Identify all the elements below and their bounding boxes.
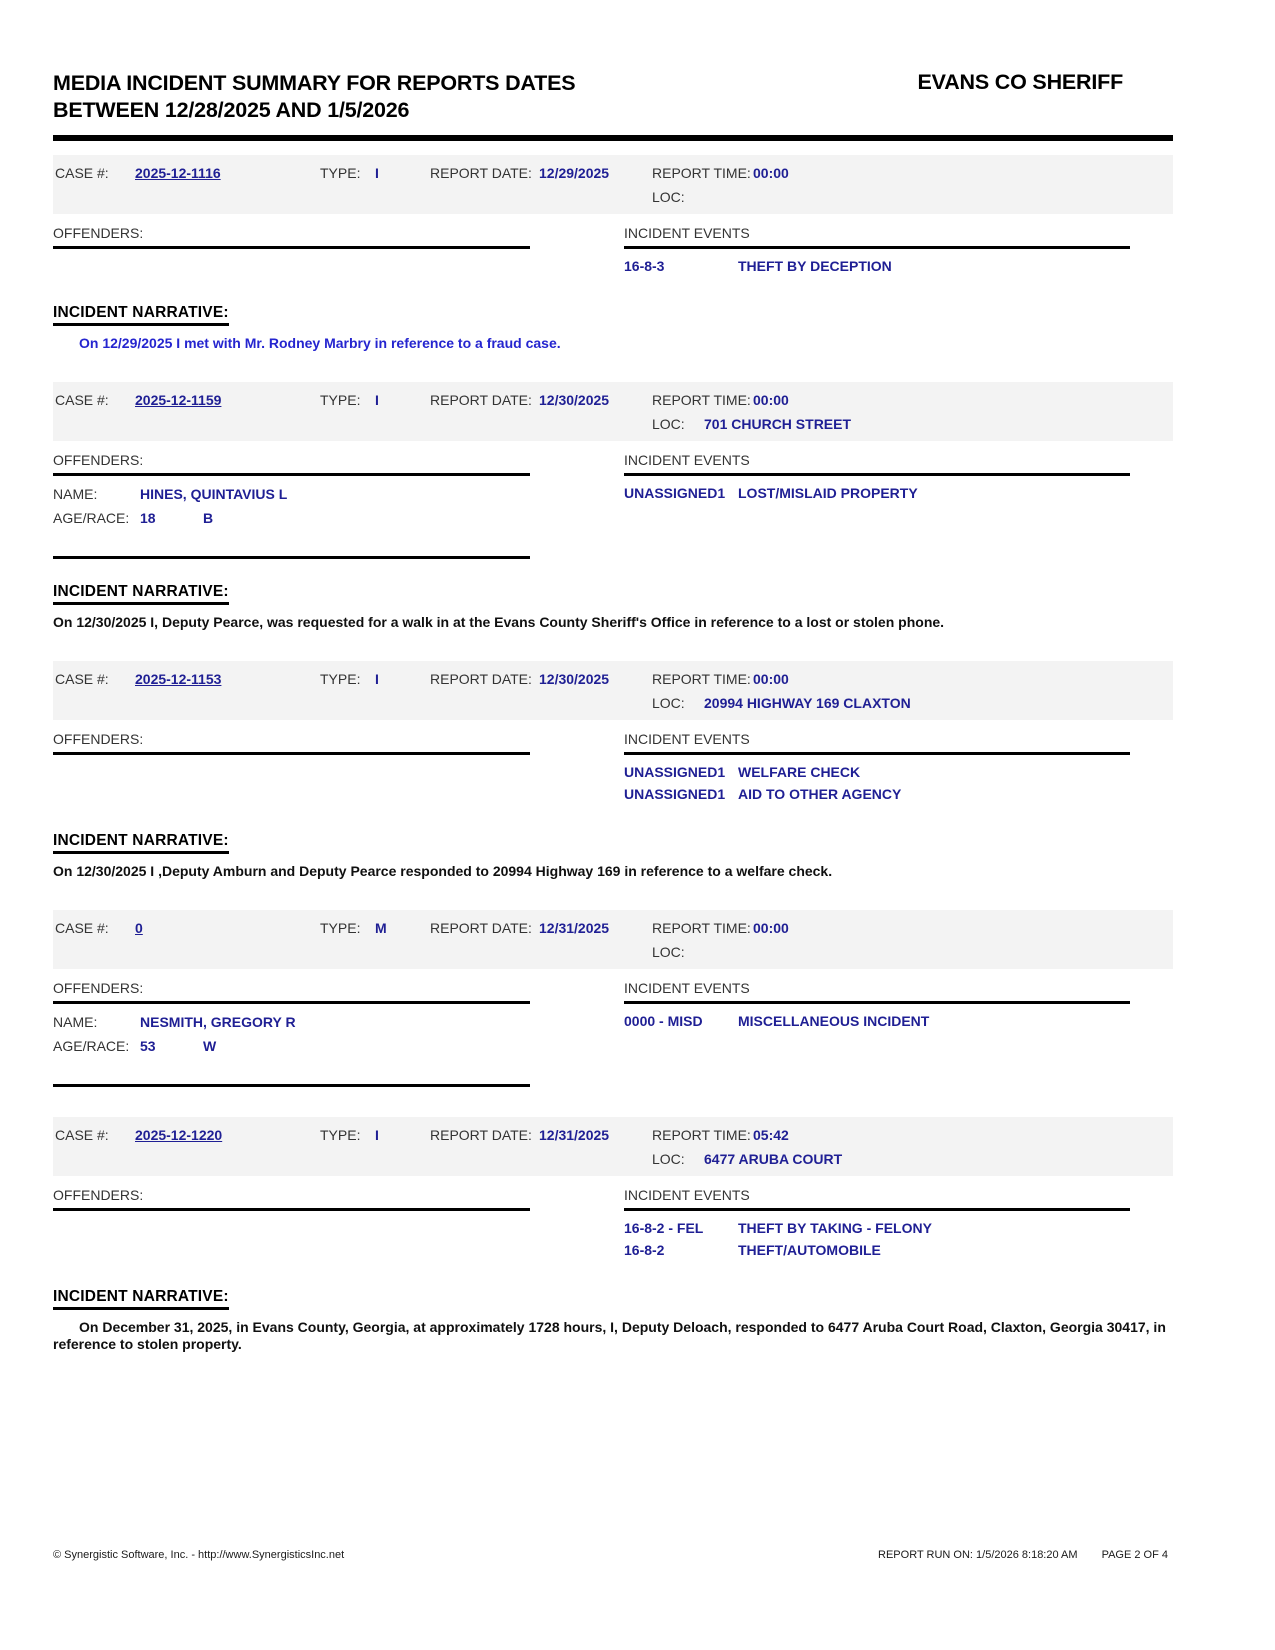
type-label: TYPE: bbox=[320, 920, 361, 936]
offenders-rule bbox=[53, 752, 530, 755]
event-description: MISCELLANEOUS INCIDENT bbox=[738, 1013, 930, 1029]
event-description: THEFT/AUTOMOBILE bbox=[738, 1242, 881, 1258]
event-code: UNASSIGNED1 bbox=[624, 786, 726, 802]
offender-name-row bbox=[53, 1014, 530, 1030]
event-code: 0000 - MISD bbox=[624, 1013, 703, 1029]
case-number-link[interactable]: 2025-12-1116 bbox=[135, 165, 221, 181]
incident-narrative bbox=[53, 583, 1173, 631]
footer-copyright: © Synergistic Software, Inc. - http://www.SynergisticsInc.net bbox=[53, 1549, 345, 1561]
report-date-label: REPORT DATE: bbox=[430, 671, 532, 687]
case-header-band bbox=[53, 155, 1173, 214]
incident-events-label: INCIDENT EVENTS bbox=[624, 1187, 750, 1203]
loc-value: 6477 ARUBA COURT bbox=[704, 1151, 843, 1167]
footer-page-number: PAGE 2 OF 4 bbox=[1101, 1549, 1168, 1561]
event-description: LOST/MISLAID PROPERTY bbox=[738, 485, 918, 501]
case-columns bbox=[53, 223, 1173, 280]
incident-events-rule bbox=[624, 752, 1130, 755]
report-time-value: 05:42 bbox=[753, 1127, 789, 1143]
report-time-value: 00:00 bbox=[753, 920, 789, 936]
narrative-text: On 12/29/2025 I met with Mr. Rodney Marbry in reference to a fraud case. bbox=[79, 335, 561, 351]
case-header-band bbox=[53, 661, 1173, 720]
incident-events-rule bbox=[624, 246, 1130, 249]
narrative-text: On December 31, 2025, in Evans County, Georgia, at approximately 1728 hours, I, Deputy Deloach, responded to 6477 Aruba Court Road, Claxton, Georgia 30417, in reference to stolen property. bbox=[53, 1319, 1166, 1352]
report-date-label: REPORT DATE: bbox=[430, 920, 532, 936]
type-value: I bbox=[375, 671, 379, 687]
case-header-row bbox=[53, 1124, 1173, 1148]
offender-details bbox=[53, 1014, 530, 1087]
case-header-band bbox=[53, 910, 1173, 969]
case-columns bbox=[53, 450, 1173, 559]
incident-events-section bbox=[624, 450, 1130, 507]
incident-events-section bbox=[624, 978, 1130, 1035]
offenders-section bbox=[53, 223, 530, 249]
offender-name-value: HINES, QUINTAVIUS L bbox=[140, 486, 288, 502]
age-race-row bbox=[53, 1038, 530, 1054]
report-date-value: 12/31/2025 bbox=[539, 920, 610, 936]
report-date-value: 12/30/2025 bbox=[539, 392, 610, 408]
offender-details bbox=[53, 486, 530, 559]
case-block bbox=[53, 382, 1173, 631]
case-columns bbox=[53, 729, 1173, 808]
case-number-link[interactable]: 2025-12-1220 bbox=[135, 1127, 223, 1143]
type-label: TYPE: bbox=[320, 1127, 361, 1143]
incident-event-row bbox=[624, 258, 1130, 274]
report-title bbox=[53, 70, 575, 124]
loc-label: LOC: bbox=[652, 695, 685, 711]
loc-row bbox=[53, 692, 1173, 714]
incident-event-row bbox=[624, 1220, 1130, 1236]
incident-events-label: INCIDENT EVENTS bbox=[624, 225, 750, 241]
incident-event-row bbox=[624, 1242, 1130, 1258]
offenders-label: OFFENDERS: bbox=[53, 225, 144, 241]
incident-event-row bbox=[624, 485, 1130, 501]
case-number-label: CASE #: bbox=[55, 1127, 109, 1143]
offenders-close-rule bbox=[53, 1084, 530, 1087]
incident-narrative bbox=[53, 832, 1173, 880]
offenders-rule bbox=[53, 1208, 530, 1211]
offenders-rule bbox=[53, 246, 530, 249]
loc-value: 20994 HIGHWAY 169 CLAXTON bbox=[704, 695, 911, 711]
report-time-value: 00:00 bbox=[753, 165, 789, 181]
report-time-label: REPORT TIME: bbox=[652, 671, 751, 687]
report-date-label: REPORT DATE: bbox=[430, 1127, 532, 1143]
incident-narrative-heading: INCIDENT NARRATIVE: bbox=[53, 1288, 229, 1310]
report-title-line2: BETWEEN 12/28/2025 AND 1/5/2026 bbox=[53, 98, 410, 122]
case-header-band bbox=[53, 382, 1173, 441]
incident-event-row bbox=[624, 764, 1130, 780]
offender-name-label: NAME: bbox=[53, 1014, 98, 1030]
loc-label: LOC: bbox=[652, 1151, 685, 1167]
offenders-label: OFFENDERS: bbox=[53, 452, 144, 468]
event-code: 16-8-3 bbox=[624, 258, 665, 274]
event-description: THEFT BY TAKING - FELONY bbox=[738, 1220, 932, 1236]
report-time-label: REPORT TIME: bbox=[652, 165, 751, 181]
event-code: UNASSIGNED1 bbox=[624, 764, 726, 780]
footer-right bbox=[878, 1549, 1168, 1561]
type-label: TYPE: bbox=[320, 671, 361, 687]
report-date-label: REPORT DATE: bbox=[430, 392, 532, 408]
type-label: TYPE: bbox=[320, 165, 361, 181]
loc-label: LOC: bbox=[652, 416, 685, 432]
case-block bbox=[53, 1117, 1173, 1353]
report-time-value: 00:00 bbox=[753, 671, 789, 687]
incident-events-section bbox=[624, 729, 1130, 808]
incident-events-rule bbox=[624, 1208, 1130, 1211]
case-header-row bbox=[53, 389, 1173, 413]
loc-label: LOC: bbox=[652, 944, 685, 960]
event-code: 16-8-2 - FEL bbox=[624, 1220, 704, 1236]
header-rule bbox=[53, 135, 1173, 141]
type-value: M bbox=[375, 920, 387, 936]
offenders-label: OFFENDERS: bbox=[53, 980, 144, 996]
incident-narrative-heading: INCIDENT NARRATIVE: bbox=[53, 583, 229, 605]
case-number-link[interactable]: 0 bbox=[135, 920, 143, 936]
page-footer bbox=[53, 1549, 1168, 1561]
offenders-label: OFFENDERS: bbox=[53, 731, 144, 747]
loc-value: 701 CHURCH STREET bbox=[704, 416, 852, 432]
offenders-section bbox=[53, 1185, 530, 1211]
doc-header bbox=[53, 0, 1173, 124]
incident-events-list bbox=[624, 258, 1130, 274]
loc-label: LOC: bbox=[652, 189, 685, 205]
offenders-rule bbox=[53, 1001, 530, 1004]
case-number-label: CASE #: bbox=[55, 920, 109, 936]
offenders-rule bbox=[53, 473, 530, 476]
offenders-close-rule bbox=[53, 556, 530, 559]
cases-container bbox=[53, 155, 1173, 1353]
age-value: 53 bbox=[140, 1038, 156, 1054]
incident-narrative-heading: INCIDENT NARRATIVE: bbox=[53, 304, 229, 326]
page-root bbox=[53, 0, 1173, 1353]
case-header-row bbox=[53, 917, 1173, 941]
offenders-section bbox=[53, 450, 530, 559]
case-header-row bbox=[53, 668, 1173, 692]
case-number-link[interactable]: 2025-12-1159 bbox=[135, 392, 222, 408]
offender-name-label: NAME: bbox=[53, 486, 98, 502]
case-columns bbox=[53, 978, 1173, 1087]
event-description: THEFT BY DECEPTION bbox=[738, 258, 892, 274]
case-block bbox=[53, 155, 1173, 352]
agency-name: EVANS CO SHERIFF bbox=[917, 70, 1123, 94]
incident-events-label: INCIDENT EVENTS bbox=[624, 452, 750, 468]
event-code: UNASSIGNED1 bbox=[624, 485, 726, 501]
incident-narrative bbox=[53, 1288, 1173, 1353]
incident-event-row bbox=[624, 786, 1130, 802]
report-time-label: REPORT TIME: bbox=[652, 392, 751, 408]
case-number-label: CASE #: bbox=[55, 671, 109, 687]
type-value: I bbox=[375, 1127, 379, 1143]
incident-events-list bbox=[624, 1013, 1130, 1029]
type-label: TYPE: bbox=[320, 392, 361, 408]
case-columns bbox=[53, 1185, 1173, 1264]
loc-row bbox=[53, 1148, 1173, 1170]
loc-row bbox=[53, 941, 1173, 963]
case-block bbox=[53, 661, 1173, 880]
report-time-label: REPORT TIME: bbox=[652, 920, 751, 936]
event-code: 16-8-2 bbox=[624, 1242, 665, 1258]
incident-events-rule bbox=[624, 473, 1130, 476]
age-race-row bbox=[53, 510, 530, 526]
offender-name-row bbox=[53, 486, 530, 502]
case-number-label: CASE #: bbox=[55, 165, 109, 181]
incident-events-list bbox=[624, 1220, 1130, 1258]
report-date-value: 12/30/2025 bbox=[539, 671, 610, 687]
offender-name-value: NESMITH, GREGORY R bbox=[140, 1014, 296, 1030]
incident-events-section bbox=[624, 1185, 1130, 1264]
race-value: B bbox=[203, 510, 214, 526]
incident-event-row bbox=[624, 1013, 1130, 1029]
incident-events-rule bbox=[624, 1001, 1130, 1004]
age-race-label: AGE/RACE: bbox=[53, 510, 130, 526]
offenders-section bbox=[53, 729, 530, 755]
incident-events-label: INCIDENT EVENTS bbox=[624, 980, 750, 996]
report-time-value: 00:00 bbox=[753, 392, 789, 408]
case-number-label: CASE #: bbox=[55, 392, 109, 408]
incident-events-list bbox=[624, 485, 1130, 501]
narrative-text: On 12/30/2025 I, Deputy Pearce, was requested for a walk in at the Evans County Sheriff's Office in reference to a lost or stolen phone. bbox=[53, 614, 945, 630]
loc-row bbox=[53, 413, 1173, 435]
race-value: W bbox=[203, 1038, 217, 1054]
report-time-label: REPORT TIME: bbox=[652, 1127, 751, 1143]
case-header-band bbox=[53, 1117, 1173, 1176]
report-date-label: REPORT DATE: bbox=[430, 165, 532, 181]
incident-events-list bbox=[624, 764, 1130, 802]
age-race-label: AGE/RACE: bbox=[53, 1038, 130, 1054]
event-description: WELFARE CHECK bbox=[738, 764, 861, 780]
case-number-link[interactable]: 2025-12-1153 bbox=[135, 671, 222, 687]
report-date-value: 12/29/2025 bbox=[539, 165, 610, 181]
offenders-label: OFFENDERS: bbox=[53, 1187, 144, 1203]
case-block bbox=[53, 910, 1173, 1087]
event-description: AID TO OTHER AGENCY bbox=[738, 786, 902, 802]
incident-events-label: INCIDENT EVENTS bbox=[624, 731, 750, 747]
offenders-section bbox=[53, 978, 530, 1087]
incident-narrative bbox=[53, 304, 1173, 352]
incident-narrative-heading: INCIDENT NARRATIVE: bbox=[53, 832, 229, 854]
loc-row bbox=[53, 186, 1173, 208]
narrative-text: On 12/30/2025 I ,Deputy Amburn and Deputy Pearce responded to 20994 Highway 169 in reference to a welfare check. bbox=[53, 863, 833, 879]
type-value: I bbox=[375, 392, 379, 408]
footer-run-on: REPORT RUN ON: 1/5/2026 8:18:20 AM bbox=[878, 1549, 1078, 1561]
age-value: 18 bbox=[140, 510, 156, 526]
case-header-row bbox=[53, 162, 1173, 186]
report-date-value: 12/31/2025 bbox=[539, 1127, 610, 1143]
report-title-line1: MEDIA INCIDENT SUMMARY FOR REPORTS DATES bbox=[53, 71, 576, 95]
type-value: I bbox=[375, 165, 379, 181]
incident-events-section bbox=[624, 223, 1130, 280]
